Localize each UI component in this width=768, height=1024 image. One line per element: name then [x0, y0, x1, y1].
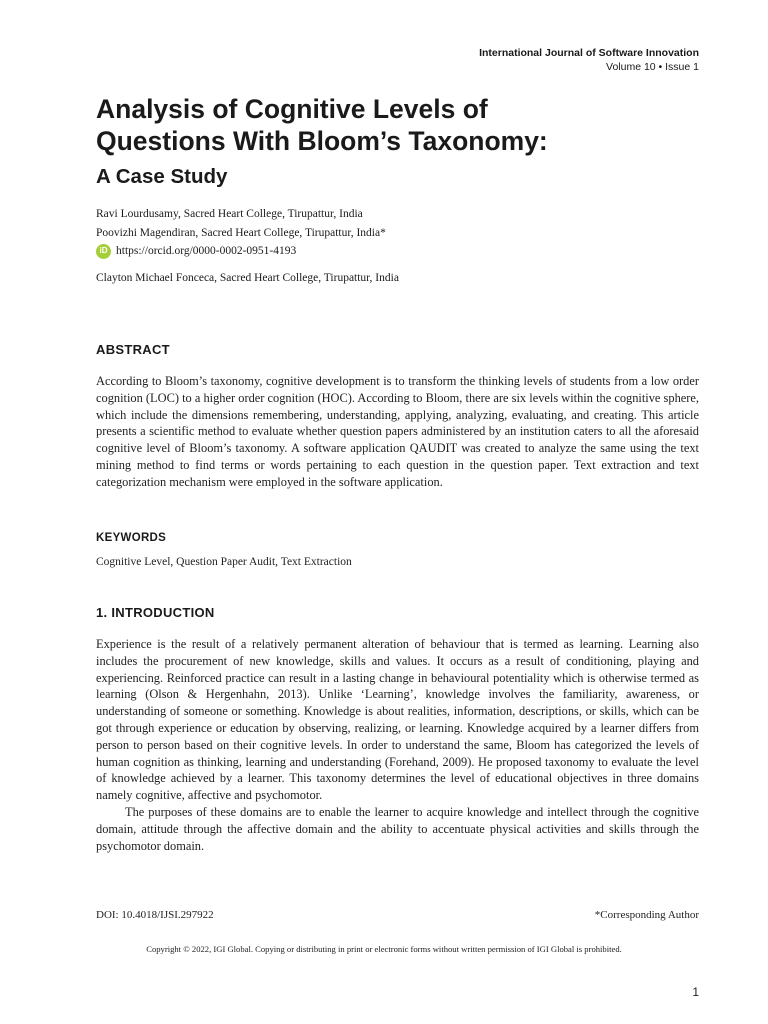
- journal-header: [479, 46, 699, 74]
- volume-issue: Volume 10 • Issue 1: [606, 61, 699, 73]
- intro-paragraph-1: Experience is the result of a relatively permanent alteration of behaviour that is termed as learning. Learning also includes the procurement of new knowledge, skills and values. It occurs as a result of conditioning, playing and experiencing. Reinforced practice can result in a lasting change in behavioural potentiality which is otherwise termed as learning (Olson & Hergenhahn, 2013). Unlike ‘Learning’, knowledge involves the familiarity, awareness, or understanding of someone or something. Knowledge is about realities, information, descriptions, or skills, which can be got through experience or education by observing, realizing, or learning. Knowledge acquired by a learner differs from person to person based on their cognitive levels. In order to understand the same, Bloom has categorized the levels of human cognition as thinking, learning and understanding (Forehand, 2009). He proposed taxonomy to evaluate the level of knowledge achieved by a learner. This taxonomy determines the level of educational objectives in three domains namely cognitive, affective and psychomotor.: [96, 637, 699, 803]
- doi-text: DOI: 10.4018/IJSI.297922: [96, 909, 214, 921]
- author-1: Ravi Lourdusamy, Sacred Heart College, Tirupattur, India: [96, 208, 363, 220]
- abstract-heading: ABSTRACT: [96, 342, 170, 357]
- author-3: Clayton Michael Fonceca, Sacred Heart College, Tirupattur, India: [96, 271, 399, 284]
- author-spacer: [96, 261, 696, 269]
- author-2: Poovizhi Magendiran, Sacred Heart College, Tirupattur, India*: [96, 226, 386, 239]
- introduction-heading: 1. INTRODUCTION: [96, 605, 215, 620]
- article-subtitle: A Case Study: [96, 165, 228, 188]
- abstract-text: According to Bloom’s taxonomy, cognitive development is to transform the thinking levels of students from a low order cognition (LOC) to a higher order cognition (HOC). According to Bloom, there are six levels within the cognitive sphere, which include the dimensions remembering, understanding, applying, analyzing, evaluating, and creating. This article presents a scientific method to evaluate whether question papers administered by an institution caters to all the aforesaid cognitive level of Bloom’s taxonomy. A software application QAUDIT was created to analyze the same using the text mining method to find terms or words pertaining to each question in the question paper. Text extraction and text categorization mechanism were employed in the software application.: [96, 374, 699, 489]
- keywords-text: Cognitive Level, Question Paper Audit, Text Extraction: [96, 556, 352, 568]
- journal-name: International Journal of Software Innovation: [479, 47, 699, 59]
- introduction-body: [96, 636, 699, 854]
- orcid-line: [96, 242, 696, 261]
- orcid-link[interactable]: https://orcid.org/0000-0002-0951-4193: [116, 245, 297, 257]
- article-title: [96, 93, 696, 157]
- corresponding-author-note: *Corresponding Author: [594, 909, 699, 921]
- intro-paragraph-2: The purposes of these domains are to enable the learner to acquire knowledge and intellect through the cognitive domain, attitude through the affective domain and the ability to accentuate physical activities and skills through the psychomotor domain.: [96, 804, 699, 853]
- keywords-heading: KEYWORDS: [96, 532, 167, 544]
- author-list: [96, 205, 696, 287]
- page-number: 1: [692, 985, 699, 999]
- title-line-2: Questions With Bloom’s Taxonomy:: [96, 126, 548, 156]
- copyright-notice: Copyright © 2022, IGI Global. Copying or distributing in print or electronic forms without written permission of IGI Global is prohibited.: [146, 944, 622, 954]
- orcid-icon: iD: [96, 244, 111, 259]
- title-line-1: Analysis of Cognitive Levels of: [96, 94, 488, 124]
